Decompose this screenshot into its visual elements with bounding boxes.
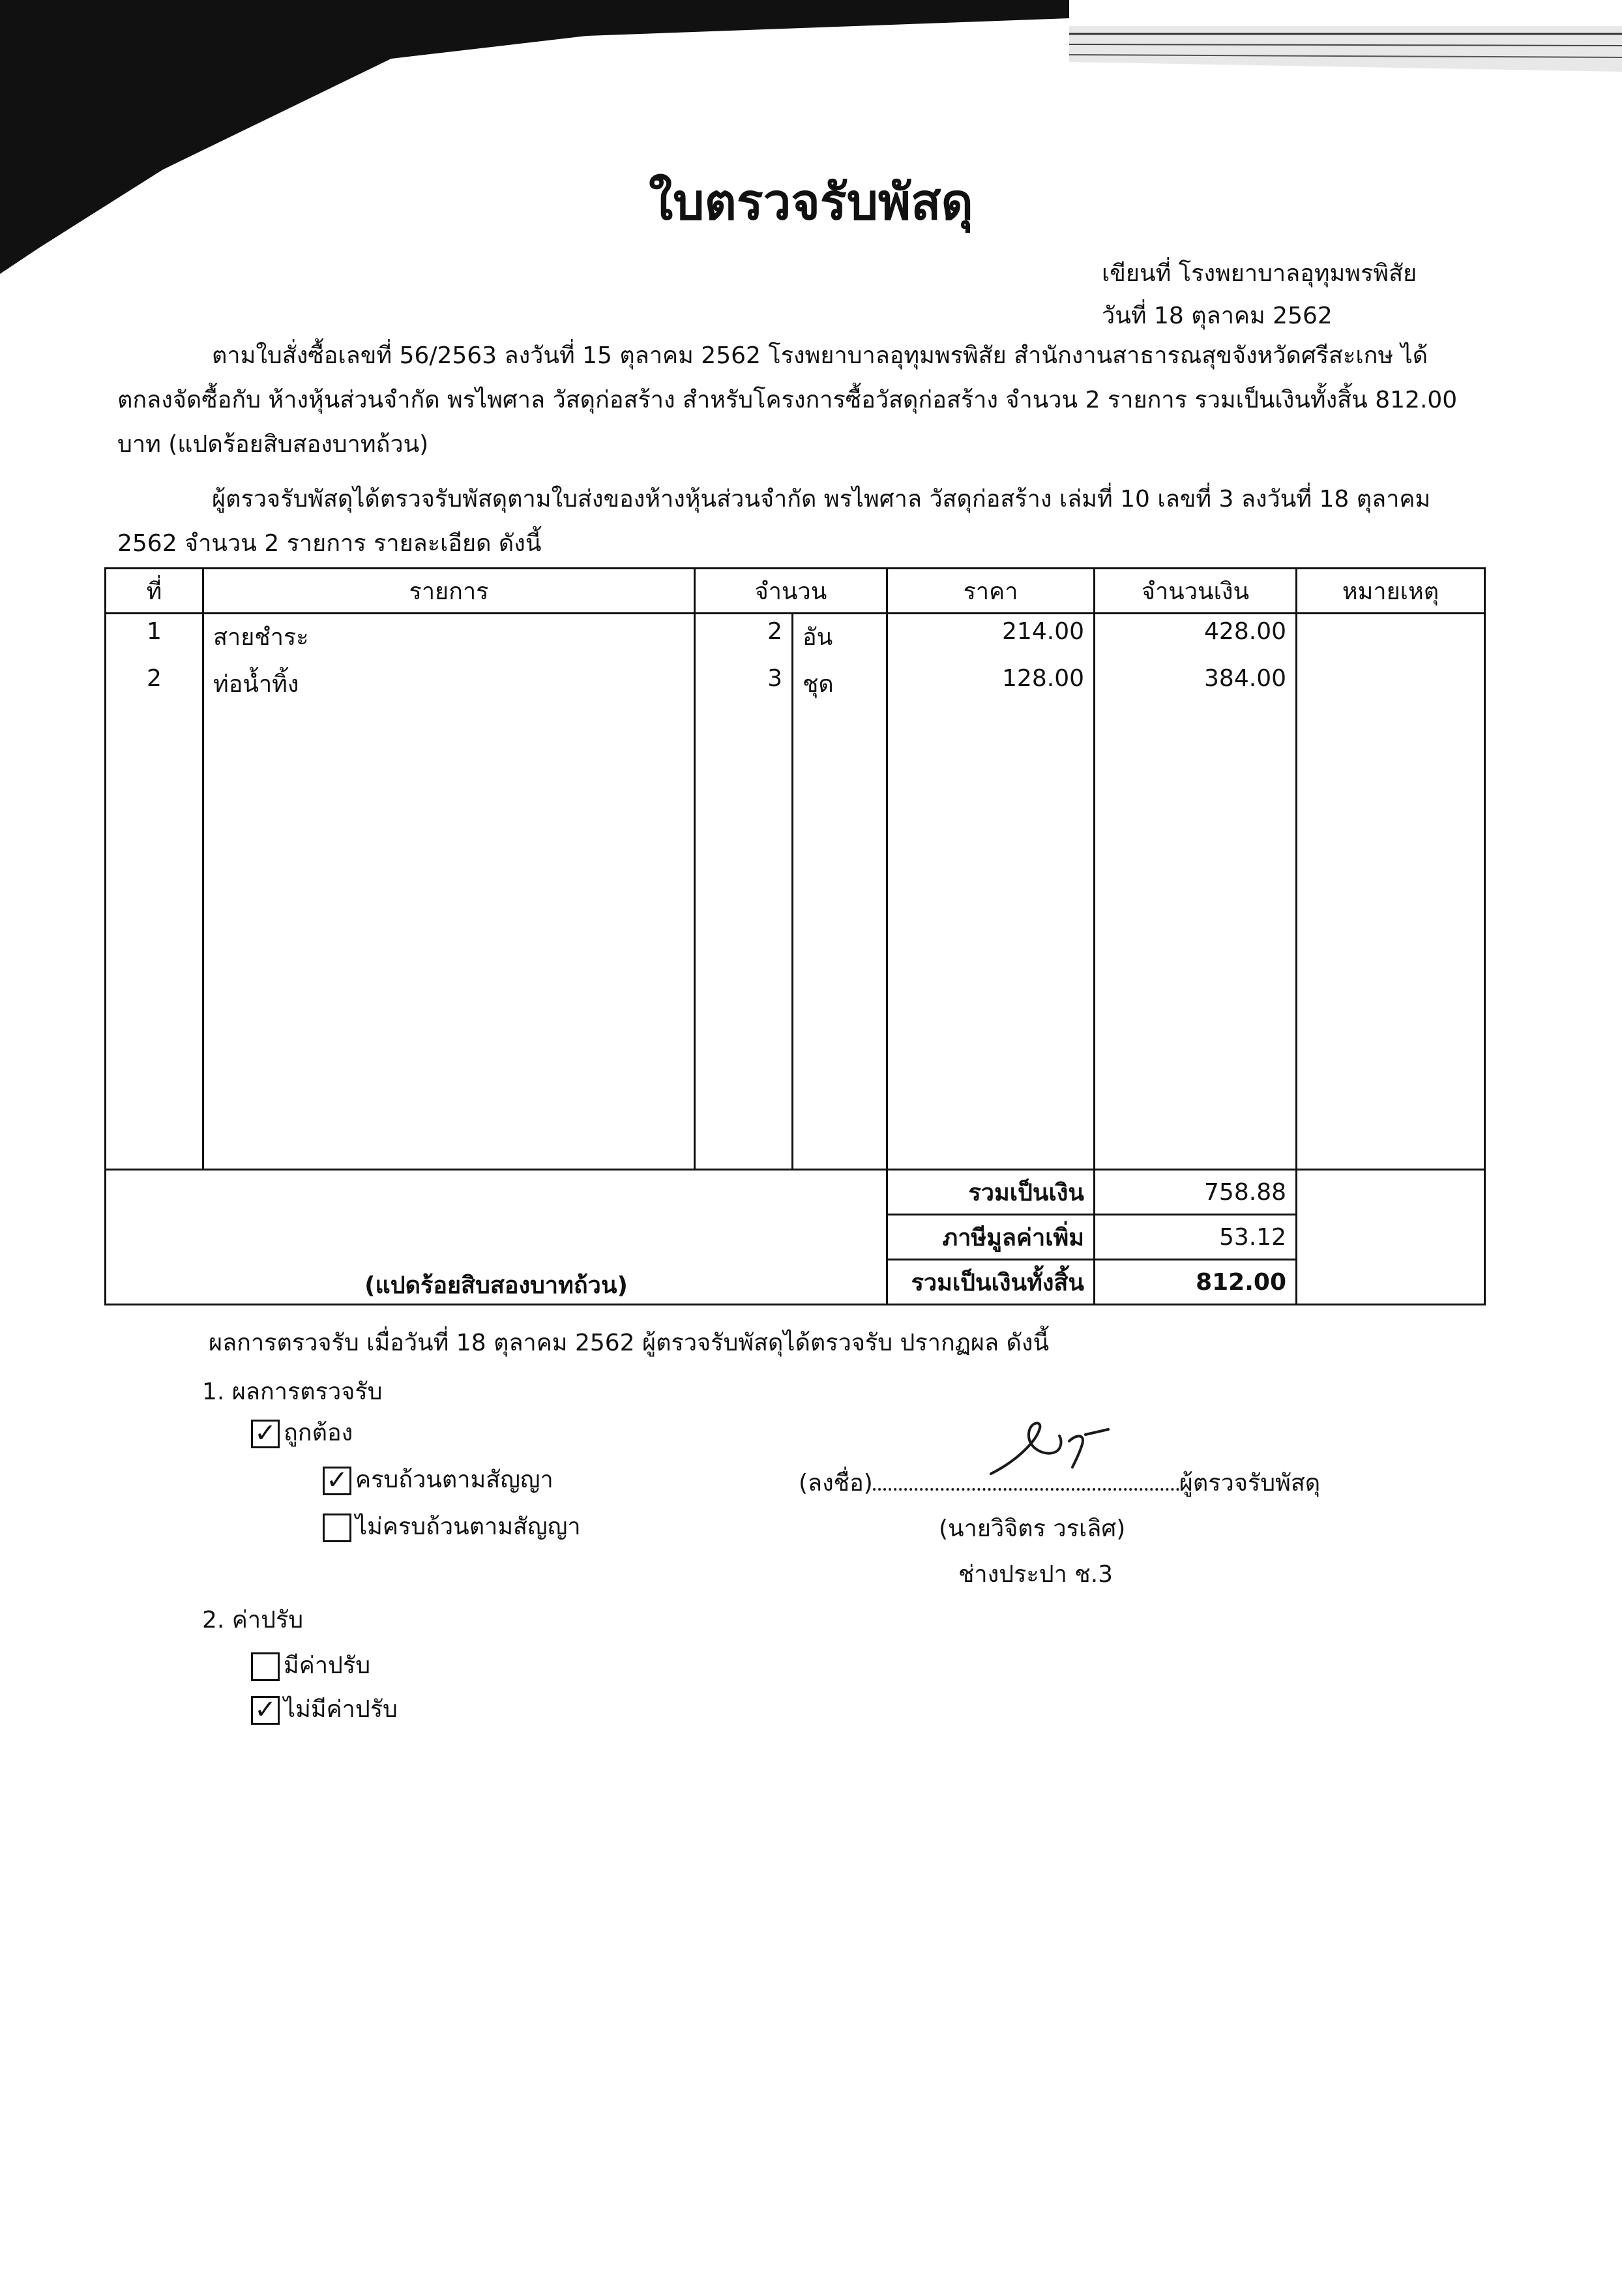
- written-at: เขียนที่ โรงพยาบาลอุทุมพรพิสัย: [1102, 260, 1417, 287]
- section2-heading: 2. ค่าปรับ: [202, 1607, 304, 1633]
- option-no-fine-label: ไม่มีค่าปรับ: [284, 1696, 398, 1723]
- option-correct: [251, 1414, 353, 1451]
- cell-price: 214.00: [887, 614, 1095, 662]
- handwritten-signature: [978, 1415, 1128, 1487]
- option-complete: [323, 1461, 553, 1498]
- cell-qty: 3: [695, 661, 793, 708]
- sign-role: ผู้ตรวจรับพัสดุ: [1179, 1470, 1321, 1497]
- checkbox-complete[interactable]: ✓: [323, 1467, 351, 1495]
- cell-remark: [1297, 661, 1485, 708]
- paragraph-delivery: [117, 477, 1473, 566]
- cell-item: สายชำระ: [203, 614, 695, 662]
- cell-unit: ชุด: [793, 661, 887, 708]
- total-in-words: (แปดร้อยสิบสองบาทถ้วน): [106, 1170, 887, 1305]
- option-correct-label: ถูกต้อง: [284, 1420, 353, 1446]
- inspection-intro: ผลการตรวจรับ เมื่อวันที่ 18 ตุลาคม 2562 ผู้ตรวจรับพัสดุได้ตรวจรับ ปรากฏผล ดังนี้: [209, 1330, 1050, 1356]
- checkbox-correct[interactable]: ✓: [251, 1420, 280, 1448]
- cell-price: 128.00: [887, 661, 1095, 708]
- cell-amount: 384.00: [1095, 661, 1297, 708]
- header-price: ราคา: [887, 569, 1095, 614]
- subtotal-row: [106, 1170, 1485, 1215]
- paragraph-order-text: ตามใบสั่งซื้อเลขที่ 56/2563 ลงวันที่ 15 ตุลาคม 2562 โรงพยาบาลอุทุมพรพิสัย สำนักงานสาธารณสุขจังหวัดศรีสะเกษ ได้ตกลงจัดซื้อกับ ห้างหุ้นส่วนจำกัด พรไพศาล วัสดุก่อสร้าง สำหรับโครงการซื้อวัสดุก่อสร้าง จำนวน 2 รายการ รวมเป็นเงินทั้งสิ้น 812.00 บาท (แปดร้อยสิบสองบาทถ้วน): [117, 342, 1458, 458]
- paragraph-order: [117, 334, 1473, 467]
- option-complete-label: ครบถ้วนตามสัญญา: [355, 1467, 553, 1493]
- sign-prefix: (ลงชื่อ): [799, 1470, 873, 1497]
- section1-heading: 1. ผลการตรวจรับ: [202, 1379, 383, 1405]
- cell-remark: [1297, 614, 1485, 662]
- total-label: รวมเป็นเงินทั้งสิ้น: [887, 1260, 1095, 1305]
- cell-amount: 428.00: [1095, 614, 1297, 662]
- checkbox-no-fine[interactable]: ✓: [251, 1696, 280, 1725]
- header-remark: หมายเหตุ: [1297, 569, 1485, 614]
- option-incomplete: [323, 1508, 581, 1545]
- cell-qty: 2: [695, 614, 793, 662]
- table-header-row: [106, 569, 1485, 614]
- header-item: รายการ: [203, 569, 695, 614]
- cell-no: 1: [106, 614, 203, 662]
- checkbox-incomplete[interactable]: [323, 1513, 351, 1542]
- vat-value: 53.12: [1095, 1215, 1297, 1260]
- subtotal-value: 758.88: [1095, 1170, 1297, 1215]
- items-table: [104, 567, 1486, 1305]
- cell-item: ท่อน้ำทิ้ง: [203, 661, 695, 708]
- paragraph-delivery-text: ผู้ตรวจรับพัสดุได้ตรวจรับพัสดุตามใบส่งของห้างหุ้นส่วนจำกัด พรไพศาล วัสดุก่อสร้าง เล่มที่ 10 เลขที่ 3 ลงวันที่ 18 ตุลาคม 2562 จำนวน 2 รายการ รายละเอียด ดังนี้: [117, 486, 1431, 557]
- table-empty-space: [106, 708, 1485, 1170]
- option-has-fine: [251, 1647, 370, 1684]
- option-no-fine: [251, 1690, 398, 1727]
- table-row: [106, 661, 1485, 708]
- signer-name: (นายวิจิตร วรเลิศ): [939, 1515, 1126, 1542]
- header-no: ที่: [106, 569, 203, 614]
- header-quantity: จำนวน: [695, 569, 887, 614]
- cell-unit: อัน: [793, 614, 887, 662]
- vat-label: ภาษีมูลค่าเพิ่ม: [887, 1215, 1095, 1260]
- option-incomplete-label: ไม่ครบถ้วนตามสัญญา: [355, 1513, 581, 1540]
- footer-remark: [1297, 1170, 1485, 1305]
- subtotal-label: รวมเป็นเงิน: [887, 1170, 1095, 1215]
- header-amount: จำนวนเงิน: [1095, 569, 1297, 614]
- document-date: วันที่ 18 ตุลาคม 2562: [1102, 303, 1333, 329]
- signer-position: ช่างประปา ช.3: [958, 1561, 1113, 1588]
- total-value: 812.00: [1095, 1260, 1297, 1305]
- cell-no: 2: [106, 661, 203, 708]
- option-has-fine-label: มีค่าปรับ: [284, 1652, 371, 1679]
- table-row: [106, 614, 1485, 662]
- document-title: ใบตรวจรับพัสดุ: [649, 173, 973, 231]
- checkbox-has-fine[interactable]: [251, 1652, 280, 1681]
